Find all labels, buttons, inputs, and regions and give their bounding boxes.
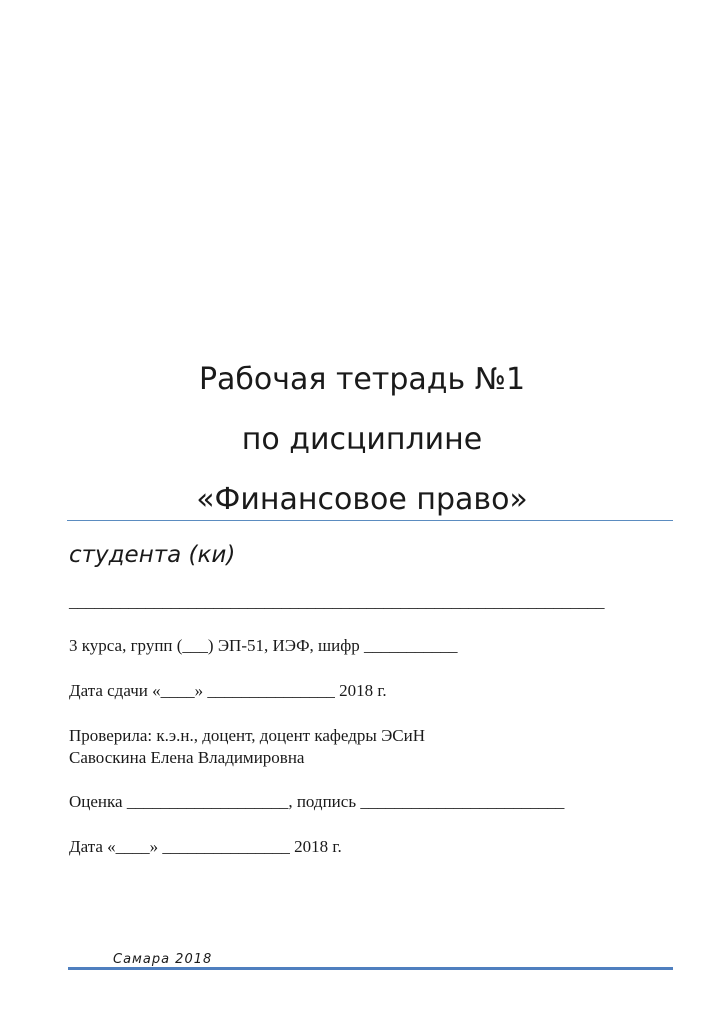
student-name-blank: _______________________________________________________________: [69, 592, 605, 611]
title-line-1: Рабочая тетрадь №1: [198, 362, 526, 397]
checked-by-line: Проверила: к.э.н., доцент, доцент кафедры ЭСиН: [69, 726, 426, 745]
footer-divider: [68, 967, 673, 970]
submission-date-line: Дата сдачи «____» _______________ 2018 г.: [69, 681, 387, 700]
title-line-3: «Финансовое право»: [196, 482, 528, 517]
date-line: Дата «____» _______________ 2018 г.: [69, 837, 342, 856]
course-group-line: 3 курса, групп (___) ЭП-51, ИЭФ, шифр ___________: [69, 636, 458, 655]
title-divider: [67, 520, 673, 521]
checker-name-line: Савоскина Елена Владимировна: [69, 748, 305, 767]
student-label: студента (ки): [69, 542, 236, 568]
title-line-2: по дисциплине: [241, 422, 483, 457]
footer-city-year: Самара 2018: [113, 952, 213, 967]
grade-signature-line: Оценка ___________________, подпись ________________________: [69, 792, 565, 811]
